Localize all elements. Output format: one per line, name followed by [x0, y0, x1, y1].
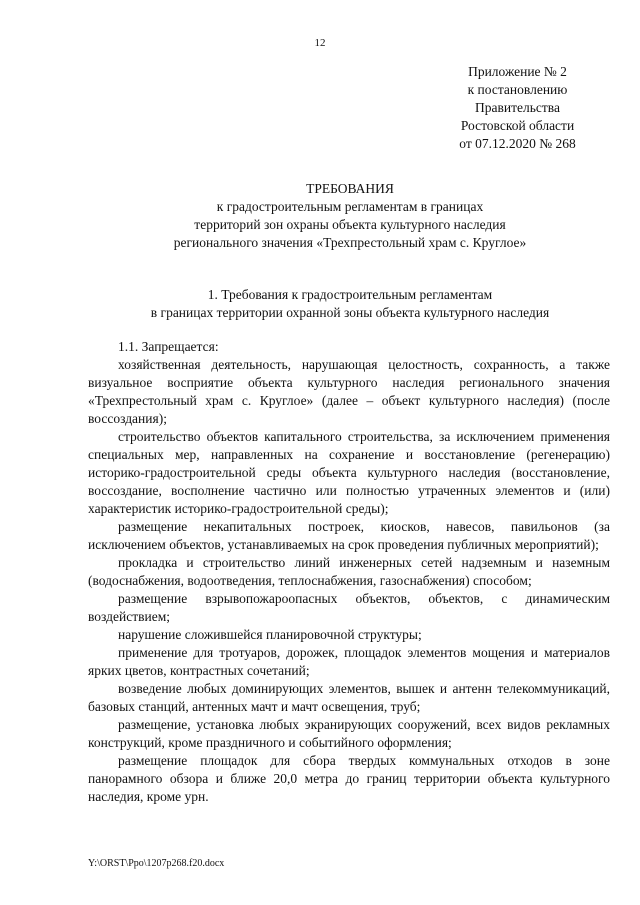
list-item: размещение некапитальных построек, киосков, навесов, павильонов (за исключением объектов, устанавливаемых на срок проведения публичных мероприятий);	[88, 519, 610, 552]
list-item: размещение взрывопожароопасных объектов, объектов, с динамическим воздействием;	[88, 591, 610, 624]
section-heading-line: в границах территории охранной зоны объекта культурного наследия	[150, 305, 550, 320]
title-line: территорий зон охраны объекта культурного наследия	[194, 217, 506, 232]
title-line: регионального значения «Трехпрестольный храм с. Круглое»	[173, 235, 527, 250]
appendix-line: к постановлению	[467, 82, 568, 97]
list-item: нарушение сложившейся планировочной структуры;	[118, 627, 422, 642]
appendix-line: Ростовской области	[460, 118, 575, 133]
list-item: строительство объектов капитального строительства, за исключением применения специальных мер, направленных на сохранение и восстановление (регенерацию) историко-градостроительной среды объекта культурного наследия (восстановление, воссоздание, восполнение частично или полностью утраченных элементов и (или) характеристик историко-градостроительной среды);	[88, 429, 610, 516]
list-item: размещение площадок для сбора твердых коммунальных отходов в зоне панорамного обзора и ближе 20,0 метра до границ территории объекта культурного наследия, кроме урн.	[88, 753, 610, 804]
list-item: применение для тротуаров, дорожек, площадок элементов мощения и материалов ярких цветов, контрастных сочетаний;	[88, 645, 610, 678]
file-path-footer: Y:\ORST\Ppo\1207p268.f20.docx	[88, 858, 225, 869]
list-item: хозяйственная деятельность, нарушающая целостность, сохранность, а также визуальное восприятие объекта культурного наследия регионального значения «Трехпрестольный храм с. Круглое» (далее – объект культурного наследия) (после воссоздания);	[88, 357, 610, 426]
list-item: возведение любых доминирующих элементов, вышек и антенн телекоммуникаций, базовых станций, антенных мачт и мачт освещения, труб;	[88, 681, 610, 714]
subsection-title: 1.1. Запрещается:	[118, 339, 219, 354]
list-item: размещение, установка любых экранирующих сооружений, всех видов рекламных конструкций, кроме праздничного и событийного оформления;	[88, 717, 610, 750]
appendix-line: от 07.12.2020 № 268	[459, 136, 576, 151]
appendix-header	[445, 63, 590, 153]
title-heading: ТРЕБОВАНИЯ	[306, 181, 394, 196]
document-body	[88, 338, 610, 806]
list-item: прокладка и строительство линий инженерных сетей надземным и наземным (водоснабжения, водоотведения, теплоснабжения, газоснабжения) способом;	[88, 555, 610, 588]
appendix-line: Приложение № 2	[468, 64, 567, 79]
page-number: 12	[314, 37, 326, 49]
section-heading	[60, 286, 640, 322]
section-heading-line: 1. Требования к градостроительным регламентам	[207, 287, 493, 302]
title-line: к градостроительным регламентам в границах	[216, 199, 484, 214]
appendix-line: Правительства	[475, 100, 560, 115]
document-title	[60, 180, 640, 252]
